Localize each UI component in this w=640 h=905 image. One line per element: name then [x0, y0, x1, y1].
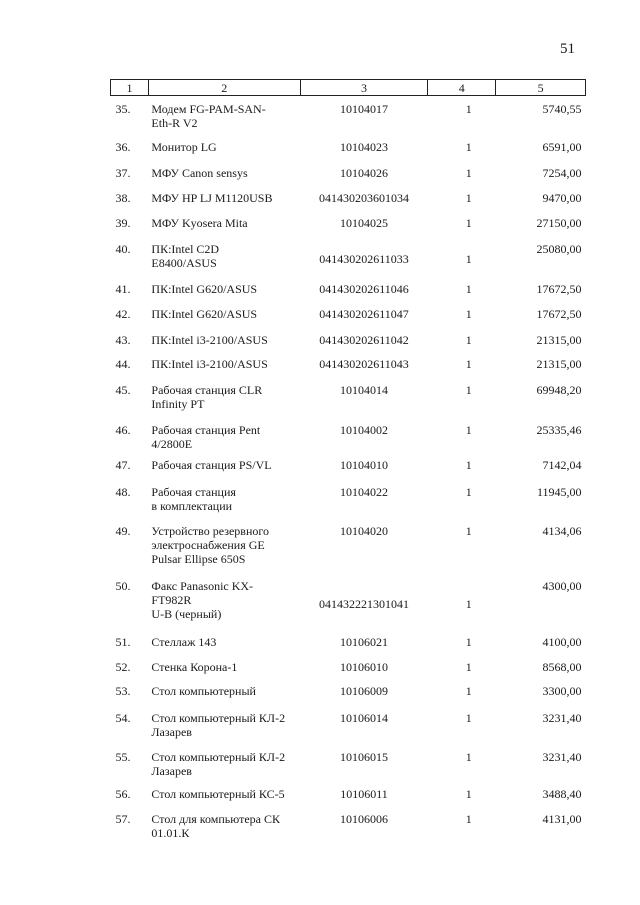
row-number: 47. [115, 457, 131, 472]
quantity: 1 [465, 332, 472, 347]
price: 11945,00 [536, 484, 582, 499]
row-number: 50. [115, 578, 131, 593]
table-row [111, 518, 586, 573]
header-col-3: 3 [300, 80, 428, 96]
item-name: Факс Panasonic KX- FT982R U-B (черный) [151, 578, 254, 621]
inventory-code: 10104022 [340, 484, 389, 499]
quantity: 1 [465, 634, 472, 649]
inventory-code: 10106009 [340, 683, 389, 698]
item-name: Модем FG-PAM-SAN- Eth-R V2 [151, 102, 266, 130]
row-number: 46. [115, 422, 131, 437]
table-row [111, 96, 586, 134]
price: 9470,00 [542, 190, 582, 205]
price: 5740,55 [542, 102, 582, 116]
row-number: 56. [115, 786, 131, 801]
inventory-code: 10106014 [340, 710, 389, 725]
table-row [111, 327, 586, 351]
inventory-code: 10104026 [340, 165, 389, 180]
row-number: 38. [115, 190, 131, 205]
inventory-table [110, 79, 586, 841]
price: 3231,40 [542, 749, 582, 764]
inventory-code: 10106021 [340, 634, 389, 649]
row-number: 41. [115, 281, 131, 296]
quantity: 1 [465, 749, 472, 764]
page-number: 51 [560, 41, 575, 57]
table-row [111, 654, 586, 678]
quantity: 1 [465, 306, 472, 321]
item-name: Рабочая станция CLR Infinity PT [151, 382, 263, 411]
row-number: 35. [115, 102, 131, 116]
inventory-code: 10104010 [340, 457, 389, 472]
item-name: МФУ Canon sensys [151, 165, 248, 180]
row-number: 52. [115, 659, 131, 674]
item-name: ПК:Intel C2D E8400/ASUS [151, 241, 220, 270]
row-number: 48. [115, 484, 131, 499]
quantity: 1 [465, 523, 472, 538]
table-row [111, 351, 586, 377]
price: 7254,00 [542, 165, 582, 180]
row-number: 57. [115, 811, 131, 826]
inventory-code: 041430203601034 [319, 190, 410, 205]
table-row [111, 629, 586, 654]
item-name: МФУ HP LJ M1120USB [151, 190, 273, 205]
table-row [111, 705, 586, 744]
item-name: Рабочая станция PS/VL [151, 457, 272, 472]
price: 3300,00 [542, 683, 582, 698]
table-row [111, 377, 586, 417]
table-row [111, 236, 586, 276]
price: 17672,50 [536, 306, 582, 321]
table-header-row [111, 80, 586, 96]
item-name: Рабочая станция в комплектации [151, 484, 236, 513]
quantity: 1 [465, 102, 472, 116]
price: 17672,50 [536, 281, 582, 296]
item-name: МФУ Kyosera Mita [151, 215, 248, 230]
price: 4131,00 [542, 811, 582, 826]
table-row [111, 452, 586, 479]
quantity: 1 [465, 139, 472, 154]
item-name: Стеллаж 143 [151, 634, 217, 649]
price: 25335,46 [536, 422, 582, 437]
price: 3488,40 [542, 786, 582, 801]
quantity: 1 [465, 215, 472, 230]
item-name: ПК:Intel G620/ASUS [151, 306, 258, 321]
row-number: 39. [115, 215, 131, 230]
table-row [111, 185, 586, 210]
price: 21315,00 [536, 356, 582, 371]
item-name: Стол компьютерный [151, 683, 256, 698]
table-row [111, 417, 586, 452]
item-name: Устройство резервного электроснабжения GE Pulsar Ellipse 650S [151, 523, 270, 566]
quantity: 1 [465, 251, 472, 266]
table-row [111, 573, 586, 629]
row-number: 51. [115, 634, 131, 649]
header-col-2: 2 [148, 80, 300, 96]
item-name: ПК:Intel i3-2100/ASUS [151, 356, 268, 371]
inventory-code: 041430202611033 [319, 251, 409, 266]
item-name: Стол компьютерный КЛ-2 Лазарев [151, 710, 286, 739]
row-number: 43. [115, 332, 131, 347]
quantity: 1 [465, 484, 472, 499]
item-name: Монитор LG [151, 139, 217, 154]
inventory-code: 10106011 [340, 786, 388, 801]
table-row [111, 160, 586, 185]
header-col-5: 5 [496, 80, 586, 96]
item-name: Стенка Корона-1 [151, 659, 238, 674]
quantity: 1 [465, 457, 472, 472]
table-body [111, 96, 586, 841]
inventory-code: 10104002 [340, 422, 389, 437]
row-number: 45. [115, 382, 131, 397]
quantity: 1 [465, 281, 472, 296]
quantity: 1 [465, 422, 472, 437]
quantity: 1 [465, 786, 472, 801]
item-name: ПК:Intel G620/ASUS [151, 281, 258, 296]
table-row [111, 134, 586, 160]
row-number: 54. [115, 710, 131, 725]
inventory-code: 041430202611047 [319, 306, 409, 321]
row-number: 55. [115, 749, 131, 764]
quantity: 1 [465, 190, 472, 205]
inventory-code: 10106015 [340, 749, 389, 764]
row-number: 49. [115, 523, 131, 538]
quantity: 1 [465, 165, 472, 180]
price: 4300,00 [542, 578, 582, 593]
quantity: 1 [465, 659, 472, 674]
price: 3231,40 [542, 710, 582, 725]
table-row [111, 678, 586, 705]
quantity: 1 [465, 596, 472, 611]
inventory-code: 10106010 [340, 659, 389, 674]
table-row [111, 301, 586, 327]
table-row [111, 276, 586, 301]
item-name: ПК:Intel i3-2100/ASUS [151, 332, 268, 347]
inventory-code: 10104014 [340, 382, 389, 397]
item-name: Стол компьютерный КС-5 [151, 786, 285, 801]
item-name: Рабочая станция Pent 4/2800E [151, 422, 261, 451]
row-number: 36. [115, 139, 131, 154]
quantity: 1 [465, 811, 472, 826]
price: 4100,00 [542, 634, 582, 649]
inventory-code: 10104023 [340, 139, 389, 154]
inventory-code: 041430202611042 [319, 332, 409, 347]
table-row [111, 210, 586, 236]
table-row [111, 781, 586, 806]
inventory-code: 041432221301041 [319, 596, 410, 611]
row-number: 53. [115, 683, 131, 698]
price: 21315,00 [536, 332, 582, 347]
quantity: 1 [465, 683, 472, 698]
item-name: Стол компьютерный КЛ-2 Лазарев [151, 749, 286, 778]
price: 6591,00 [542, 139, 582, 154]
header-col-4: 4 [428, 80, 496, 96]
price: 7142,04 [542, 457, 582, 472]
price: 69948,20 [536, 382, 582, 397]
inventory-code: 041430202611046 [319, 281, 409, 296]
quantity: 1 [465, 710, 472, 725]
table-row [111, 806, 586, 841]
quantity: 1 [465, 356, 472, 371]
inventory-code: 10104025 [340, 215, 389, 230]
price: 8568,00 [542, 659, 582, 674]
row-number: 42. [115, 306, 131, 321]
row-number: 40. [115, 241, 131, 256]
price: 4134,06 [542, 523, 582, 538]
inventory-code: 041430202611043 [319, 356, 409, 371]
inventory-code: 10106006 [340, 811, 389, 826]
inventory-code: 10104020 [340, 523, 389, 538]
row-number: 44. [115, 356, 131, 371]
price: 27150,00 [536, 215, 582, 230]
quantity: 1 [465, 382, 472, 397]
item-name: Стол для компьютера СК 01.01.К [151, 811, 280, 840]
row-number: 37. [115, 165, 131, 180]
table-row [111, 744, 586, 781]
price: 25080,00 [536, 241, 582, 256]
table-row [111, 479, 586, 518]
inventory-code: 10104017 [340, 102, 389, 116]
header-col-1: 1 [111, 80, 149, 96]
